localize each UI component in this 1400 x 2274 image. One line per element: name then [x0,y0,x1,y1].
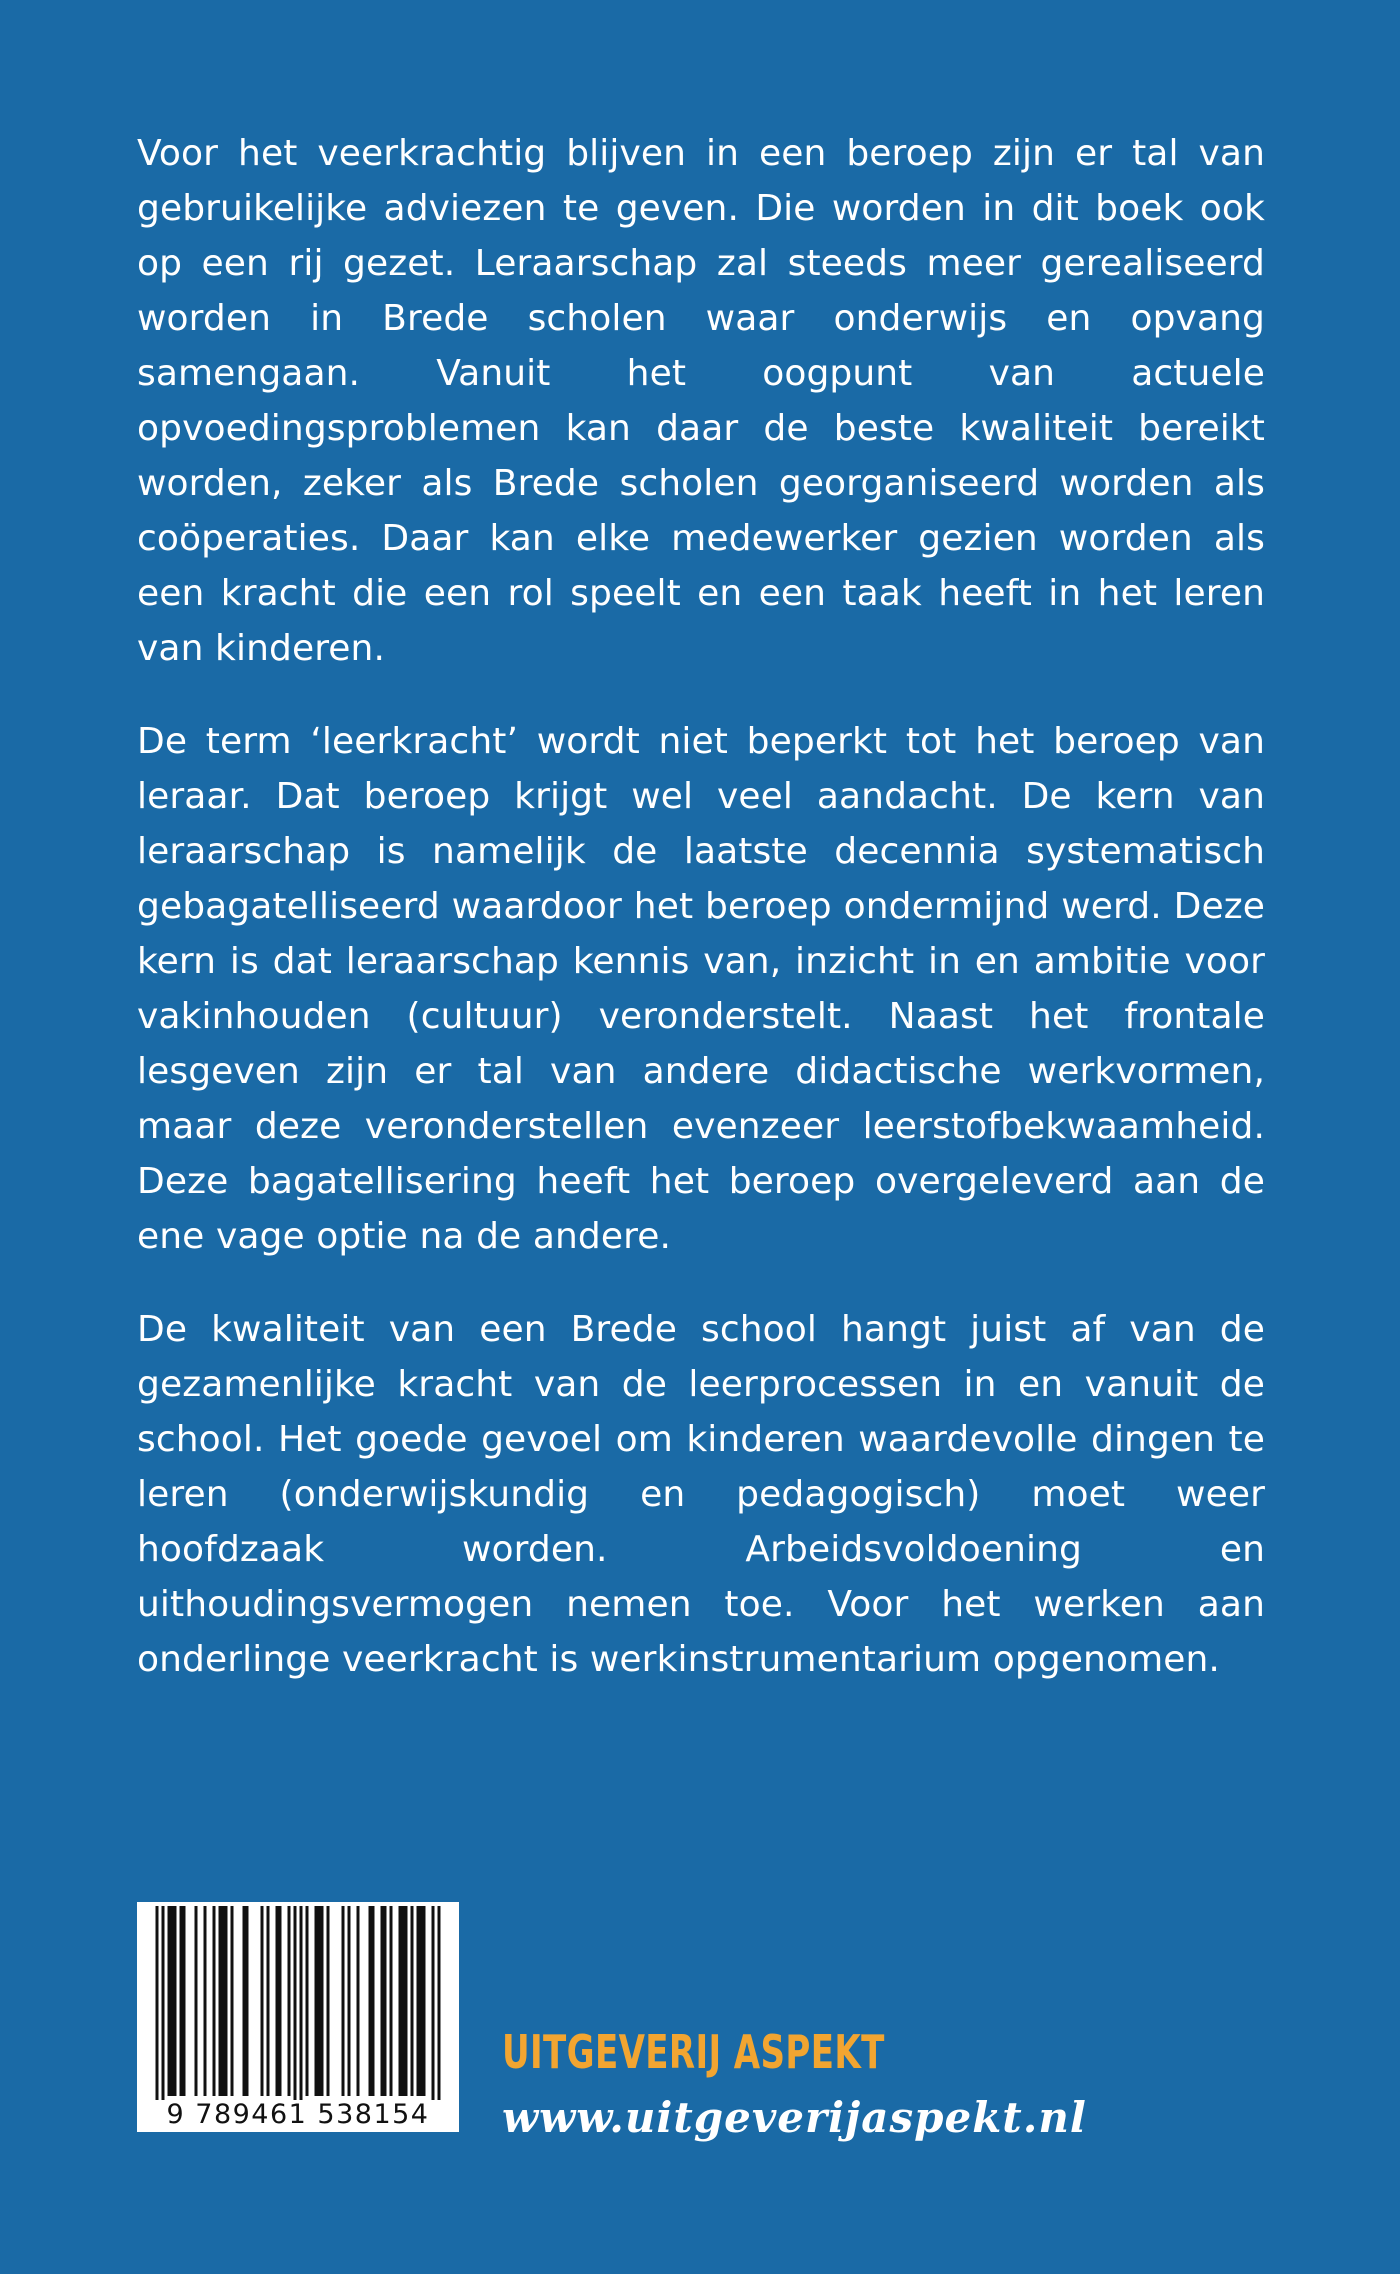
publisher-website: www.uitgeverijaspekt.nl [502,2093,1087,2142]
barcode-bar [204,1906,207,2096]
barcode-bar [384,1906,387,2096]
barcode-bar [294,1906,297,2100]
barcode-bar [321,1906,324,2096]
barcode-bar [174,1906,177,2096]
barcode-bar [306,1906,309,2096]
blurb-paragraph-2: De term ‘leerkracht’ wordt niet beperkt tot het beroep van leraar. Dat beroep krijgt wel veel aandacht. De kern van leraarschap is namelijk de laatste decennia systematisch gebagatelliseerd waardoor het beroep ondermijnd werd. Deze kern is dat leraarschap kennis van, inzicht in en ambitie voor vakinhouden (cultuur) veronderstelt. Naast het frontale lesgeven zijn er tal van andere didactische werkvormen, maar deze veronderstellen evenzeer leerstofbekwaamheid. Deze bagatellisering heeft het beroep overgeleverd aan de ene vage optie na de andere. [137,721,1265,1257]
barcode-bar [180,1906,183,2096]
barcode-bar [276,1906,279,2096]
barcode-bar [438,1906,441,2100]
barcode-bar [246,1906,249,2096]
barcode-bar [261,1906,264,2096]
barcode-bar [225,1906,228,2096]
barcode-bar [267,1906,270,2096]
isbn-barcode [137,1902,459,2132]
barcode-bar [402,1906,405,2096]
barcode-bar [423,1906,426,2096]
barcode-bar [357,1906,360,2096]
barcode-bar [279,1906,282,2096]
barcode-bar [327,1906,330,2096]
barcode-bar [405,1906,408,2096]
barcode-bar [300,1906,303,2100]
barcode-bar [288,1906,291,2096]
barcode-bar [315,1906,318,2096]
barcode-bar [372,1906,375,2096]
barcode-bar [168,1906,171,2096]
blurb-paragraph-1: Voor het veerkrachtig blijven in een beroep zijn er tal van gebruikelijke adviezen te geven. Die worden in dit boek ook op een rij gezet. Leraarschap zal steeds meer gerealiseerd worden in Brede scholen waar onderwijs en opvang samengaan. Vanuit het oogpunt van actuele opvoedingsproblemen kan daar de beste kwaliteit bereikt worden, zeker als Brede scholen georganiseerd worden als coöperaties. Daar kan elke medewerker gezien worden als een kracht die een rol speelt en een taak heeft in het leren van kinderen. [137,133,1265,669]
barcode-bar [213,1906,216,2096]
isbn-number: 9 789461 538154 [166,2099,430,2130]
barcode-bar [342,1906,345,2096]
barcode-bar [420,1906,423,2096]
barcode-bar [411,1906,414,2096]
blurb-paragraph-3: De kwaliteit van een Brede school hangt juist af van de gezamenlijke kracht van de leerprocessen in en vanuit de school. Het goede gevoel om kinderen waardevolle dingen te leren (onderwijskundig en pedagogisch) moet weer hoofdzaak worden. Arbeidsvoldoening en uithoudingsvermogen nemen toe. Voor het werken aan onderlinge veerkracht is werkinstrumentarium opgenomen. [137,1309,1265,1680]
barcode-bar [390,1906,393,2096]
barcode-bar [222,1906,225,2096]
barcode-bar [432,1906,435,2100]
barcode-bar [171,1906,174,2096]
publisher-logo-name: UITGEVERIJ ASPEKT [502,2025,885,2079]
blurb-text [137,126,1265,1725]
barcode-bar [243,1906,246,2096]
barcode-bar [183,1906,186,2096]
barcode-bar [348,1906,351,2096]
barcode-bar [231,1906,234,2096]
barcode-bar [399,1906,402,2096]
barcode-bars [137,1902,459,2102]
barcode-bar [381,1906,384,2096]
barcode-bar [219,1906,222,2096]
barcode-bar [195,1906,198,2096]
barcode-bar [156,1906,159,2100]
barcode-bar [162,1906,165,2100]
barcode-bar [369,1906,372,2096]
barcode-bar [417,1906,420,2096]
barcode-bar [318,1906,321,2096]
